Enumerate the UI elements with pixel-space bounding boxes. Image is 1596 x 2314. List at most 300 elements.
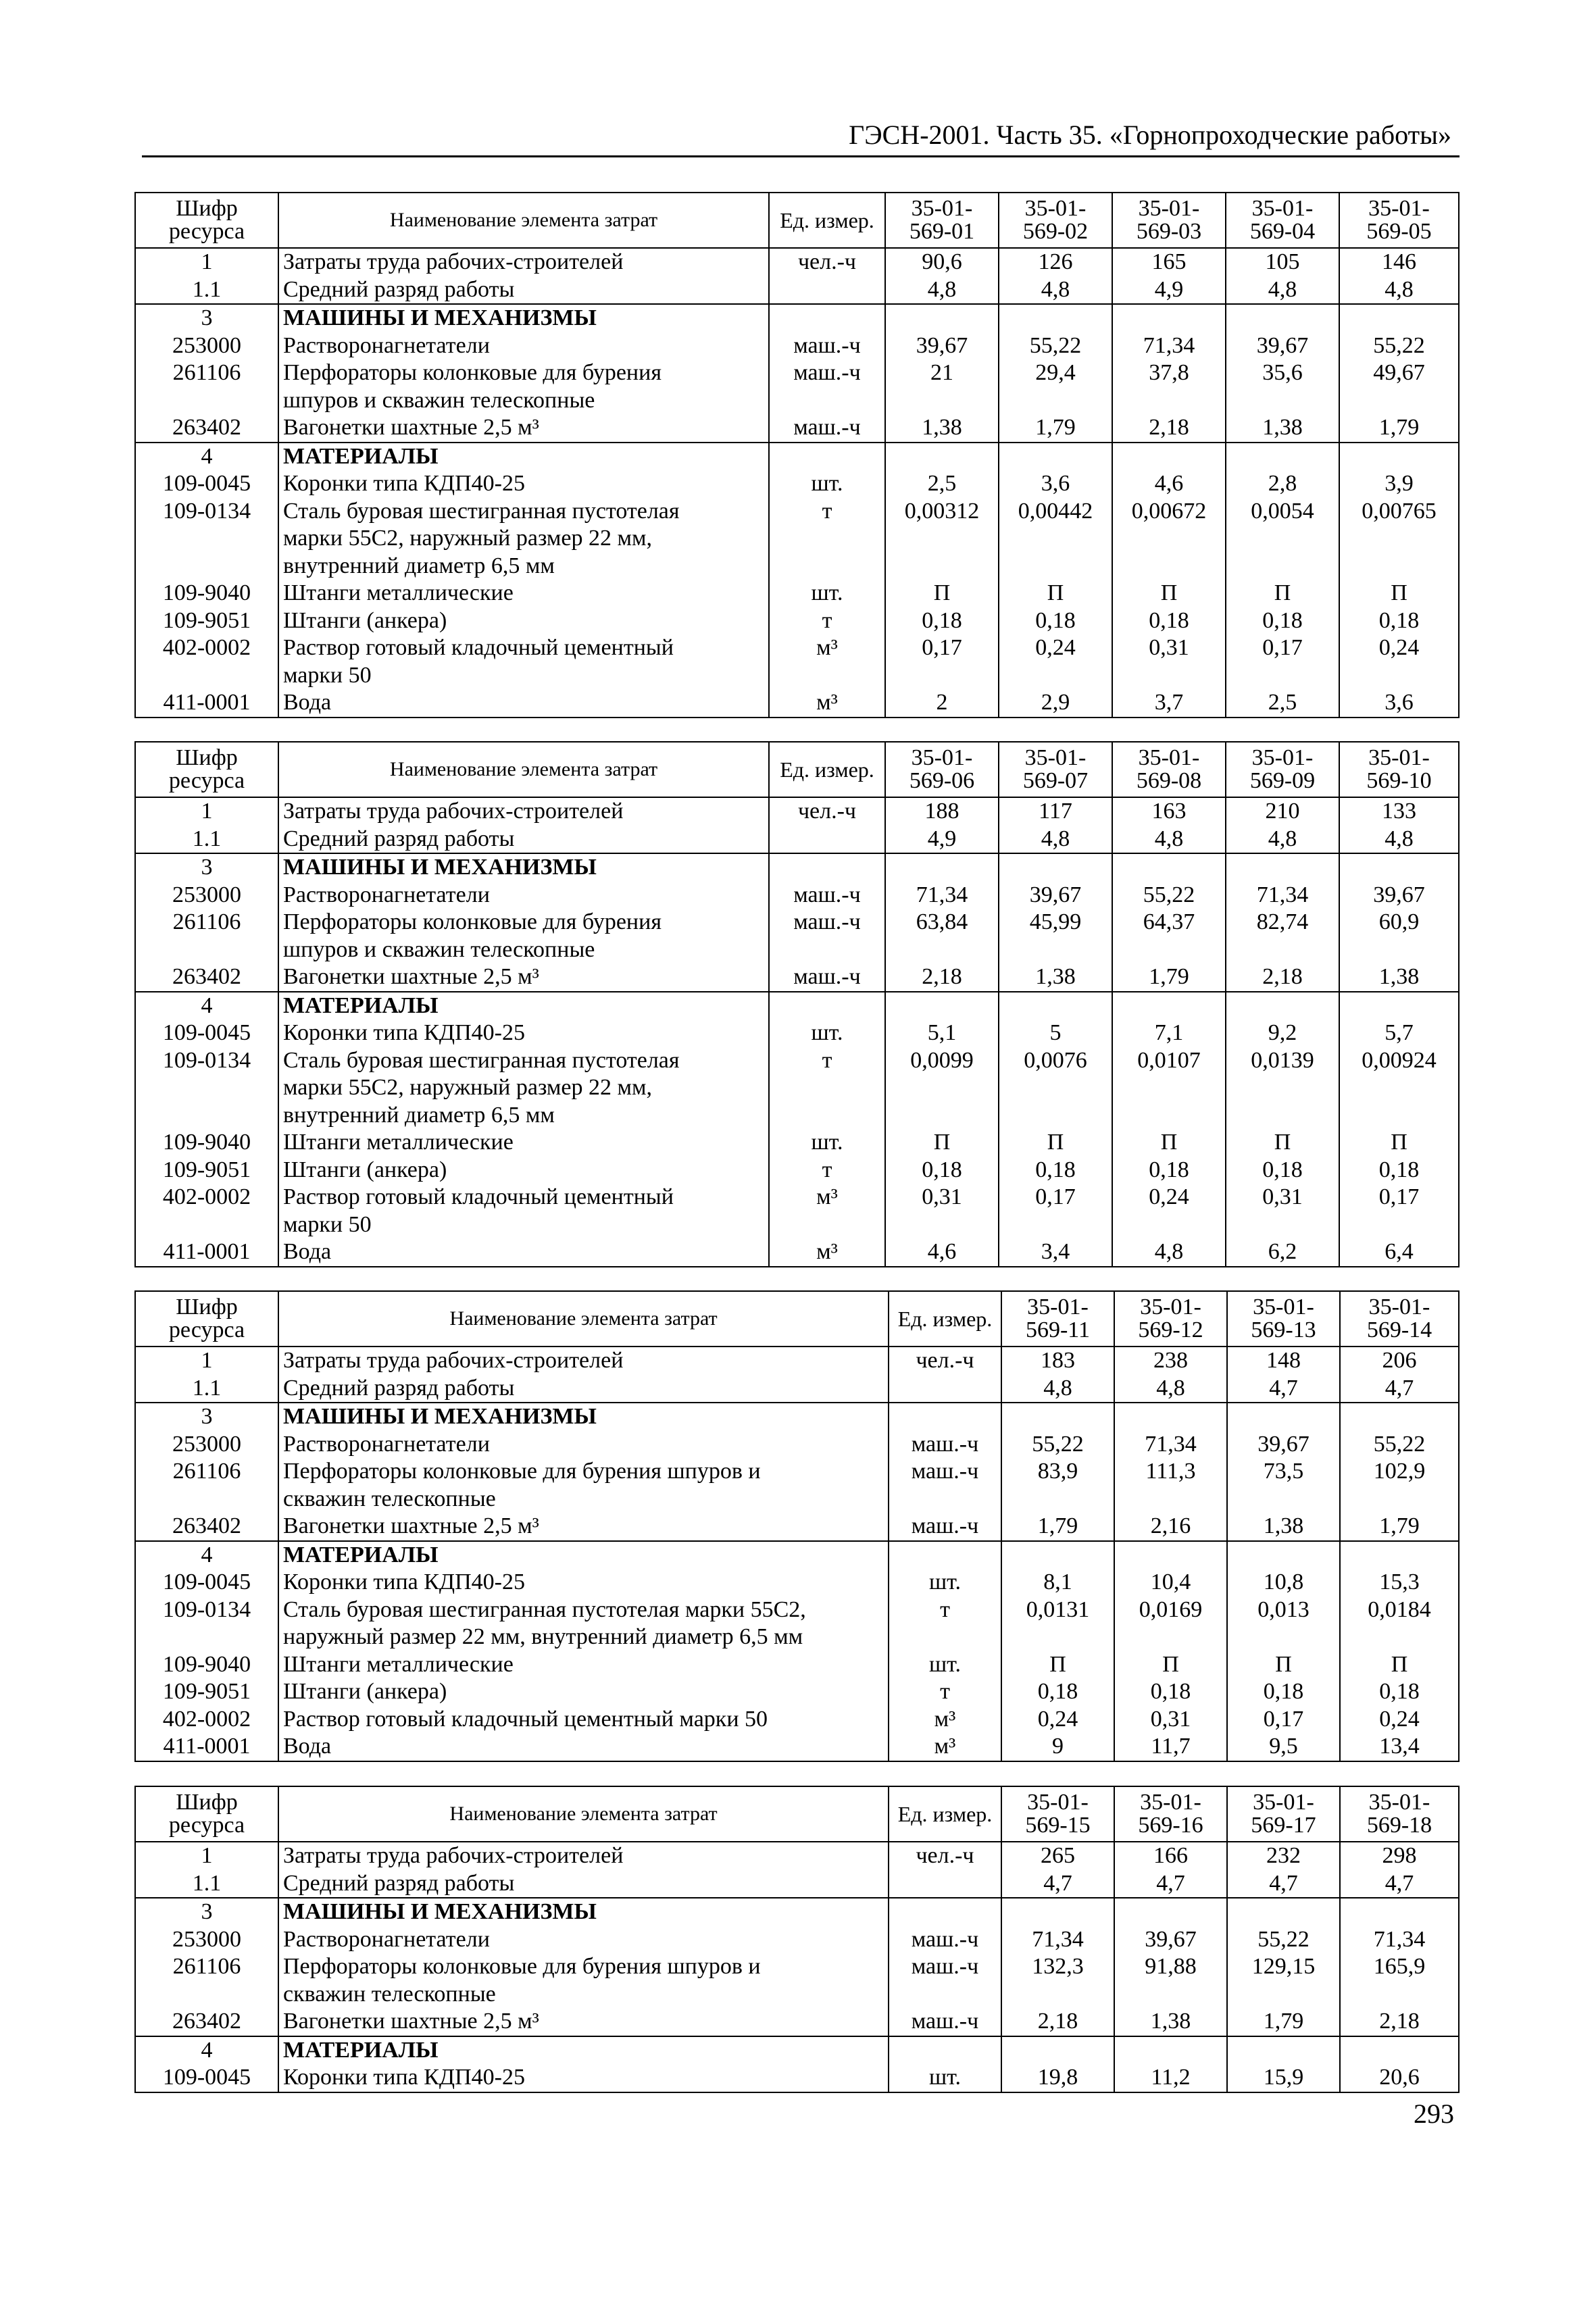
table-row (135, 1926, 1459, 1954)
value-cell: 0,18 (1112, 607, 1226, 635)
header-name: Наименование элемента затрат (278, 742, 769, 797)
resource-code: 109-0045 (135, 1020, 278, 1047)
value-cell: П (1339, 580, 1459, 607)
value-cell: 4,8 (999, 276, 1112, 305)
value-cell: 0,17 (1226, 634, 1339, 662)
value-cell (1112, 992, 1226, 1020)
value-cell: 55,22 (1227, 1926, 1340, 1954)
value-cell: 90,6 (885, 248, 999, 276)
value-cell: 71,34 (1340, 1926, 1459, 1954)
unit-cell: чел.-ч (889, 1347, 1001, 1375)
value-cell: 0,013 (1227, 1596, 1340, 1624)
value-cell (999, 1211, 1112, 1239)
value-cell: 0,31 (1112, 634, 1226, 662)
value-cell: 9,2 (1226, 1020, 1339, 1047)
resource-code: 263402 (135, 2008, 278, 2036)
table-row (135, 992, 1459, 1020)
value-cell: 55,22 (1112, 882, 1226, 909)
table-row (135, 276, 1459, 305)
value-cell: 4,7 (1001, 1870, 1114, 1898)
value-cell (1339, 992, 1459, 1020)
unit-cell: шт. (769, 1129, 885, 1157)
value-cell (1226, 304, 1339, 332)
cost-element-name: Раствор готовый кладочный цементный марки 50 (278, 1706, 889, 1734)
value-cell: 2,16 (1114, 1513, 1227, 1541)
header-rate-code: 35-01- 569-17 (1227, 1786, 1340, 1842)
value-cell: 5,7 (1339, 1020, 1459, 1047)
cost-element-name: Раствор готовый кладочный цементный (278, 1184, 769, 1211)
value-cell: 2,18 (1112, 414, 1226, 443)
resource-code: 109-9040 (135, 1651, 278, 1679)
table-row (135, 607, 1459, 635)
value-cell: 1,79 (1001, 1513, 1114, 1541)
resource-code: 253000 (135, 332, 278, 360)
unit-cell: чел.-ч (769, 248, 885, 276)
value-cell (1340, 2036, 1459, 2065)
header-rate-code: 35-01- 569-15 (1001, 1786, 1114, 1842)
value-cell: 1,79 (1112, 963, 1226, 992)
table-row (135, 1184, 1459, 1211)
table-row (135, 963, 1459, 992)
value-cell (1226, 936, 1339, 964)
value-cell: 39,67 (1339, 882, 1459, 909)
value-cell: 7,1 (1112, 1020, 1226, 1047)
value-cell (1114, 1898, 1227, 1926)
value-cell: 20,6 (1340, 2064, 1459, 2092)
table-row (135, 882, 1459, 909)
value-cell: 0,18 (1226, 1157, 1339, 1184)
value-cell: 0,17 (1227, 1706, 1340, 1734)
cost-element-name: Штанги (анкера) (278, 1678, 889, 1706)
value-cell: 132,3 (1001, 1953, 1114, 1981)
value-cell: 1,38 (1226, 414, 1339, 443)
value-cell (1226, 387, 1339, 415)
value-cell: 1,38 (999, 963, 1112, 992)
table-row-continuation (135, 1624, 1459, 1651)
resource-code: 109-9051 (135, 607, 278, 635)
table-row-continuation (135, 936, 1459, 964)
value-cell: 0,00312 (885, 498, 999, 526)
value-cell: П (1339, 1129, 1459, 1157)
value-cell: 0,0184 (1340, 1596, 1459, 1624)
value-cell (1226, 553, 1339, 580)
value-cell (1001, 1541, 1114, 1569)
cost-element-name: Штанги (анкера) (278, 1157, 769, 1184)
value-cell: 9 (1001, 1733, 1114, 1761)
table-row (135, 1842, 1459, 1870)
value-cell: 0,18 (999, 1157, 1112, 1184)
value-cell: 0,17 (999, 1184, 1112, 1211)
resource-code: 253000 (135, 1926, 278, 1954)
resource-code: 109-0045 (135, 1569, 278, 1596)
cost-element-name: Сталь буровая шестигранная пустотелая (278, 498, 769, 526)
unit-cell: м³ (769, 1184, 885, 1211)
value-cell (1112, 387, 1226, 415)
value-cell: 0,18 (1340, 1678, 1459, 1706)
cost-element-name: Раствор готовый кладочный цементный (278, 634, 769, 662)
value-cell (999, 992, 1112, 1020)
resource-code: 1.1 (135, 1870, 278, 1898)
value-cell (1339, 662, 1459, 690)
cost-element-name: скважин телескопные (278, 1981, 889, 2009)
unit-cell: маш.-ч (889, 1458, 1001, 1486)
value-cell: 3,9 (1339, 470, 1459, 498)
table-row (135, 580, 1459, 607)
value-cell: П (885, 1129, 999, 1157)
unit-cell: м³ (889, 1733, 1001, 1761)
cost-element-name: МАШИНЫ И МЕХАНИЗМЫ (278, 853, 769, 882)
value-cell (885, 443, 999, 471)
resource-code: 1 (135, 1842, 278, 1870)
value-cell: 4,9 (885, 826, 999, 854)
cost-element-name: Растворонагнетатели (278, 332, 769, 360)
value-cell (999, 662, 1112, 690)
cost-element-name: МАШИНЫ И МЕХАНИЗМЫ (278, 304, 769, 332)
value-cell (1339, 553, 1459, 580)
table-row (135, 1047, 1459, 1075)
value-cell: П (1001, 1651, 1114, 1679)
value-cell (885, 553, 999, 580)
table-row (135, 1596, 1459, 1624)
value-cell: 0,31 (1114, 1706, 1227, 1734)
value-cell: 37,8 (1112, 359, 1226, 387)
unit-cell (769, 1211, 885, 1239)
value-cell: 0,0107 (1112, 1047, 1226, 1075)
unit-cell (769, 992, 885, 1020)
value-cell: 2,8 (1226, 470, 1339, 498)
resource-code (135, 1486, 278, 1513)
table-row (135, 1238, 1459, 1267)
header-rate-code: 35-01- 569-14 (1340, 1291, 1459, 1347)
value-cell: 11,7 (1114, 1733, 1227, 1761)
header-rate-code: 35-01- 569-04 (1226, 193, 1339, 248)
unit-cell: м³ (769, 689, 885, 718)
value-cell: 1,38 (1227, 1513, 1340, 1541)
cost-element-name: Перфораторы колонковые для бурения шпуров и (278, 1458, 889, 1486)
value-cell (1340, 1486, 1459, 1513)
cost-element-name: МАШИНЫ И МЕХАНИЗМЫ (278, 1898, 889, 1926)
cost-element-name: Вода (278, 689, 769, 718)
value-cell (1112, 553, 1226, 580)
value-cell: 55,22 (999, 332, 1112, 360)
resource-code: 1.1 (135, 826, 278, 854)
value-cell: П (1112, 580, 1226, 607)
value-cell: 0,17 (1339, 1184, 1459, 1211)
cost-element-name: МАТЕРИАЛЫ (278, 2036, 889, 2065)
cost-element-name: Растворонагнетатели (278, 882, 769, 909)
value-cell (885, 853, 999, 882)
value-cell: 0,18 (1114, 1678, 1227, 1706)
header-rate-code: 35-01- 569-10 (1339, 742, 1459, 797)
table-row (135, 797, 1459, 826)
resource-code: 109-9051 (135, 1678, 278, 1706)
value-cell: 0,18 (1339, 607, 1459, 635)
table-row (135, 1678, 1459, 1706)
value-cell: 5,1 (885, 1020, 999, 1047)
cost-element-name: Штанги металлические (278, 1651, 889, 1679)
value-cell: 1,38 (1114, 2008, 1227, 2036)
value-cell (1227, 1981, 1340, 2009)
resource-table (134, 1290, 1460, 1762)
resource-code: 109-9040 (135, 1129, 278, 1157)
resource-code: 253000 (135, 1431, 278, 1459)
unit-cell: шт. (769, 580, 885, 607)
unit-cell: маш.-ч (889, 1513, 1001, 1541)
resource-code: 261106 (135, 1458, 278, 1486)
value-cell (1340, 1981, 1459, 2009)
value-cell: 71,34 (1114, 1431, 1227, 1459)
value-cell: 146 (1339, 248, 1459, 276)
unit-cell: чел.-ч (769, 797, 885, 826)
unit-cell: шт. (889, 1651, 1001, 1679)
value-cell: 39,67 (1226, 332, 1339, 360)
value-cell: 71,34 (1112, 332, 1226, 360)
value-cell: 1,79 (999, 414, 1112, 443)
unit-cell (769, 387, 885, 415)
unit-cell: т (769, 498, 885, 526)
value-cell: 4,8 (1001, 1375, 1114, 1403)
resource-code: 261106 (135, 1953, 278, 1981)
value-cell: 111,3 (1114, 1458, 1227, 1486)
table-header-row (135, 193, 1459, 248)
table-row (135, 1569, 1459, 1596)
value-cell (999, 304, 1112, 332)
unit-cell: т (889, 1596, 1001, 1624)
value-cell: 4,7 (1340, 1375, 1459, 1403)
cost-element-name: внутренний диаметр 6,5 мм (278, 1102, 769, 1130)
cost-element-name: МАТЕРИАЛЫ (278, 992, 769, 1020)
value-cell (1340, 1898, 1459, 1926)
header-rate-code: 35-01- 569-02 (999, 193, 1112, 248)
cost-element-name: Коронки типа КДП40-25 (278, 1020, 769, 1047)
value-cell: 35,6 (1226, 359, 1339, 387)
value-cell: 2,18 (1226, 963, 1339, 992)
cost-element-name: марки 55С2, наружный размер 22 мм, (278, 1074, 769, 1102)
value-cell: 0,0169 (1114, 1596, 1227, 1624)
cost-element-name: МАТЕРИАЛЫ (278, 1541, 889, 1569)
header-rate-code: 35-01- 569-08 (1112, 742, 1226, 797)
value-cell (885, 662, 999, 690)
resource-code: 261106 (135, 359, 278, 387)
value-cell: П (999, 580, 1112, 607)
value-cell: 4,8 (1339, 826, 1459, 854)
value-cell: 55,22 (1340, 1431, 1459, 1459)
cost-element-name: Сталь буровая шестигранная пустотелая (278, 1047, 769, 1075)
value-cell: 4,8 (1112, 1238, 1226, 1267)
resource-code: 411-0001 (135, 1733, 278, 1761)
resource-code: 3 (135, 1898, 278, 1926)
value-cell: П (885, 580, 999, 607)
value-cell: 3,4 (999, 1238, 1112, 1267)
resource-code: 402-0002 (135, 1706, 278, 1734)
table-row (135, 1898, 1459, 1926)
unit-cell (769, 525, 885, 553)
value-cell: 73,5 (1227, 1458, 1340, 1486)
value-cell (999, 936, 1112, 964)
value-cell: 1,79 (1227, 2008, 1340, 2036)
header-unit: Ед. измер. (889, 1291, 1001, 1347)
value-cell (1112, 853, 1226, 882)
cost-element-name: внутренний диаметр 6,5 мм (278, 553, 769, 580)
cost-element-name: скважин телескопные (278, 1486, 889, 1513)
value-cell: 165 (1112, 248, 1226, 276)
value-cell: 0,0054 (1226, 498, 1339, 526)
header-code: Шифр ресурса (135, 1291, 278, 1347)
value-cell: 0,24 (999, 634, 1112, 662)
resource-code (135, 1102, 278, 1130)
resource-code: 4 (135, 2036, 278, 2065)
resource-code (135, 936, 278, 964)
value-cell: 1,79 (1340, 1513, 1459, 1541)
resource-code: 1.1 (135, 276, 278, 305)
header-code: Шифр ресурса (135, 1786, 278, 1842)
cost-element-name: МАШИНЫ И МЕХАНИЗМЫ (278, 1403, 889, 1431)
cost-element-name: марки 50 (278, 662, 769, 690)
resource-code (135, 553, 278, 580)
value-cell: 1,38 (1339, 963, 1459, 992)
unit-cell: т (889, 1678, 1001, 1706)
unit-cell (769, 304, 885, 332)
resource-code (135, 662, 278, 690)
header-unit: Ед. измер. (889, 1786, 1001, 1842)
value-cell: 55,22 (1001, 1431, 1114, 1459)
resource-code (135, 1624, 278, 1651)
unit-cell (889, 1898, 1001, 1926)
value-cell (1226, 662, 1339, 690)
value-cell (1114, 2036, 1227, 2065)
unit-cell: шт. (769, 470, 885, 498)
table-row (135, 248, 1459, 276)
value-cell: 2,18 (1001, 2008, 1114, 2036)
table-row (135, 2036, 1459, 2065)
table-row (135, 470, 1459, 498)
unit-cell (889, 1870, 1001, 1898)
value-cell: 2,9 (999, 689, 1112, 718)
cost-element-name: Средний разряд работы (278, 826, 769, 854)
unit-cell: чел.-ч (889, 1842, 1001, 1870)
value-cell: 4,8 (1112, 826, 1226, 854)
cost-element-name: Вагонетки шахтные 2,5 м³ (278, 414, 769, 443)
value-cell: 10,8 (1227, 1569, 1340, 1596)
value-cell: 210 (1226, 797, 1339, 826)
resource-code: 1 (135, 797, 278, 826)
value-cell: 49,67 (1339, 359, 1459, 387)
value-cell: 206 (1340, 1347, 1459, 1375)
cost-element-name: Средний разряд работы (278, 276, 769, 305)
table-row (135, 1706, 1459, 1734)
table-row-continuation (135, 1211, 1459, 1239)
resource-code (135, 1211, 278, 1239)
resource-table (134, 741, 1460, 1267)
unit-cell: м³ (769, 634, 885, 662)
value-cell: П (1226, 1129, 1339, 1157)
value-cell: 10,4 (1114, 1569, 1227, 1596)
value-cell: 0,18 (1339, 1157, 1459, 1184)
table-row-continuation (135, 662, 1459, 690)
unit-cell: маш.-ч (769, 414, 885, 443)
table-row (135, 826, 1459, 854)
unit-cell: шт. (889, 2064, 1001, 2092)
value-cell: 298 (1340, 1842, 1459, 1870)
value-cell: 105 (1226, 248, 1339, 276)
value-cell: 0,18 (1227, 1678, 1340, 1706)
value-cell (1339, 1102, 1459, 1130)
value-cell (885, 387, 999, 415)
resource-code: 411-0001 (135, 689, 278, 718)
value-cell: 4,8 (1226, 826, 1339, 854)
cost-element-name: Средний разряд работы (278, 1870, 889, 1898)
table-row (135, 1733, 1459, 1761)
value-cell: 165,9 (1340, 1953, 1459, 1981)
resource-code: 1 (135, 248, 278, 276)
value-cell (1339, 1074, 1459, 1102)
value-cell (1339, 936, 1459, 964)
value-cell: 0,18 (885, 1157, 999, 1184)
value-cell (1112, 525, 1226, 553)
value-cell (1227, 2036, 1340, 2065)
unit-cell: м³ (889, 1706, 1001, 1734)
value-cell (1340, 1624, 1459, 1651)
unit-cell (769, 662, 885, 690)
table-row (135, 1513, 1459, 1541)
value-cell (1112, 1074, 1226, 1102)
cost-element-name: Затраты труда рабочих-строителей (278, 1842, 889, 1870)
header-name: Наименование элемента затрат (278, 1786, 889, 1842)
resource-code: 263402 (135, 1513, 278, 1541)
value-cell (1227, 1898, 1340, 1926)
unit-cell: м³ (769, 1238, 885, 1267)
value-cell: 8,1 (1001, 1569, 1114, 1596)
table-row-continuation (135, 387, 1459, 415)
unit-cell (769, 1074, 885, 1102)
value-cell: 238 (1114, 1347, 1227, 1375)
header-unit: Ед. измер. (769, 193, 885, 248)
resource-code (135, 525, 278, 553)
value-cell: 0,24 (1112, 1184, 1226, 1211)
resource-code: 3 (135, 853, 278, 882)
unit-cell (889, 2036, 1001, 2065)
value-cell: 71,34 (1226, 882, 1339, 909)
table-row (135, 332, 1459, 360)
value-cell: П (1112, 1129, 1226, 1157)
value-cell: 4,9 (1112, 276, 1226, 305)
value-cell (1114, 1403, 1227, 1431)
value-cell (1227, 1403, 1340, 1431)
cost-element-name: Вагонетки шахтные 2,5 м³ (278, 963, 769, 992)
unit-cell: маш.-ч (889, 1926, 1001, 1954)
table-row (135, 634, 1459, 662)
table-row (135, 1403, 1459, 1431)
resource-code: 109-0134 (135, 1596, 278, 1624)
value-cell (1114, 1624, 1227, 1651)
value-cell: 39,67 (999, 882, 1112, 909)
unit-cell (889, 1624, 1001, 1651)
value-cell: 129,15 (1227, 1953, 1340, 1981)
header-name: Наименование элемента затрат (278, 193, 769, 248)
value-cell: 133 (1339, 797, 1459, 826)
header-rate-code: 35-01- 569-12 (1114, 1291, 1227, 1347)
value-cell (1112, 304, 1226, 332)
value-cell: 0,18 (1001, 1678, 1114, 1706)
value-cell: 19,8 (1001, 2064, 1114, 2092)
value-cell: П (1114, 1651, 1227, 1679)
table-row (135, 1347, 1459, 1375)
page-number: 293 (1414, 2098, 1454, 2129)
table-row (135, 1541, 1459, 1569)
unit-cell: маш.-ч (769, 359, 885, 387)
unit-cell: маш.-ч (889, 1431, 1001, 1459)
value-cell (1339, 443, 1459, 471)
